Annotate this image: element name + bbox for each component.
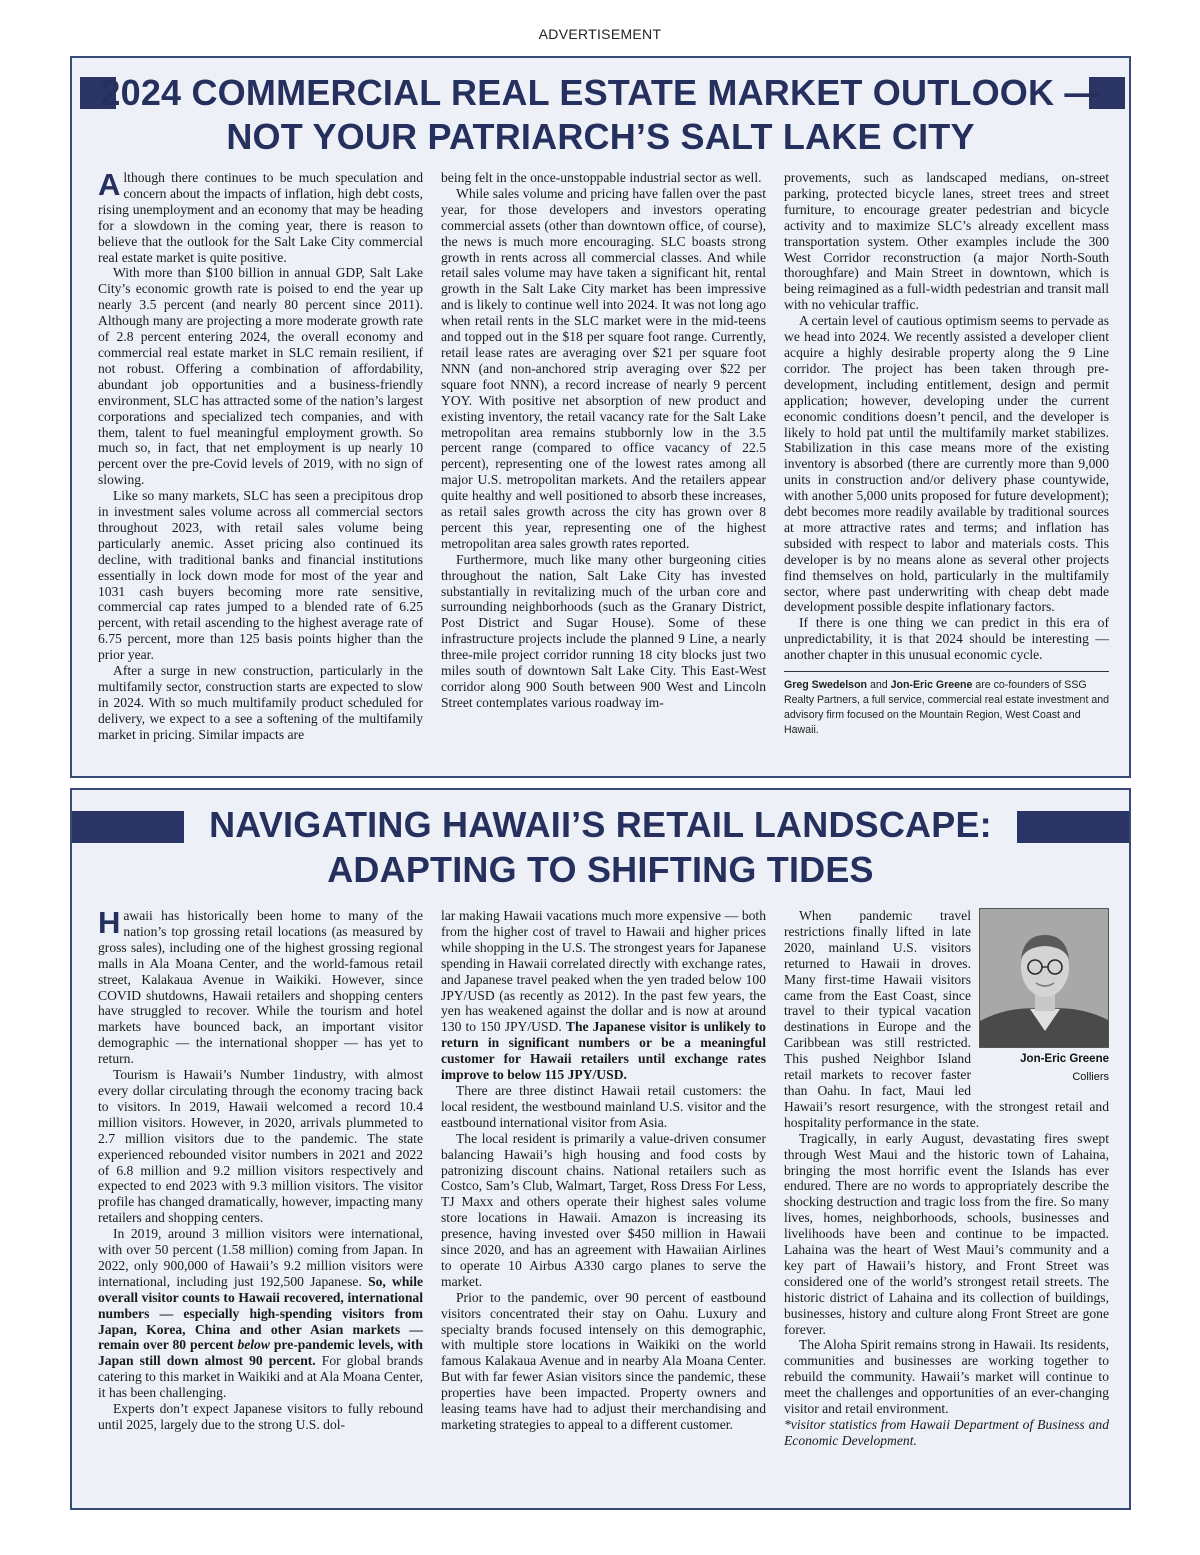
drop-cap: H bbox=[98, 905, 121, 940]
paragraph: Tourism is Hawaii’s Number 1industry, with almost every dollar circulating through the economy tracing back to visitors. In 2019, Hawaii welcomed a record 10.4 million visitors. However, in 2020, arrivals plummeted to 2.7 million visitors due to the pandemic. The state experienced rebounded visitor numbers in 2021 and 2022 of 6.8 million and 9.2 million visitors respectively and expected to end 2023 with 9.3 million visitors. The visitor profile has changed dramatically, however, impacting many retailers and shopping centers. bbox=[98, 1067, 423, 1226]
drop-cap: A bbox=[98, 167, 121, 202]
portrait-image bbox=[980, 909, 1109, 1048]
paragraph: The Aloha Spirit remains strong in Hawaii. Its residents, communities and businesses are working together to rebuild the community. Hawaii’s market will continue to meet the challenges and opportunities of an ever-changing visitor and retail environment. bbox=[784, 1337, 1109, 1417]
paragraph: lar making Hawaii vacations much more expensive — both from the higher cost of travel to Hawaii and higher prices while shopping in the U.S. The strongest years for Japanese spending in Hawaii correlated directly with exchange rates, and Japanese travel peaked when the yen traded below 100 JPY/USD (as recently as 2012). In the past few years, the yen has weakened against the dollar and is now at around 130 to 150 JPY/USD. The Japanese visitor is unlikely to return in significant numbers or be a meaningful customer for Hawaii retailers until exchange rates improve to below 115 JPY/USD. bbox=[441, 908, 766, 1083]
article-salt-lake-city bbox=[70, 56, 1131, 778]
paragraph: With more than $100 billion in annual GDP, Salt Lake City’s economic growth rate is poised to end the year up nearly 3.5 percent (and nearly 80 percent since 2011). Although many are projecting a more moderate growth rate of 2.8 percent entering 2024, the overall economy and commercial real estate market in SLC remain resilient, if not robust. Offering a combination of affordability, abundant job opportunities and a business-friendly environment, SLC has attracted some of the nation’s largest corporations and specialized tech companies, and with them, talent to fuel meaningful employment growth. So much so, in fact, that net employment is up nearly 10 percent over the pre-Covid levels of 2019, with no sign of slowing. bbox=[98, 265, 423, 488]
paragraph: Experts don’t expect Japanese visitors to fully rebound until 2025, largely due to the strong U.S. dol- bbox=[98, 1401, 423, 1432]
article-hawaii-retail bbox=[70, 788, 1131, 1510]
author-photo bbox=[979, 908, 1109, 1048]
article-title-line2: NOT YOUR PATRIARCH’S SALT LAKE CITY bbox=[226, 116, 975, 157]
author-bio: Greg Swedelson and Jon-Eric Greene are co-founders of SSG Realty Partners, a full service, commercial real estate investment and advisory firm focused on the Mountain Region, West Coast and Hawaii. bbox=[784, 679, 1110, 737]
paragraph: Tragically, in early August, devastating fires swept through West Maui and the historic town of Lahaina, bringing the most horrific event the Islands has ever endured. There are no words to appropriately describe the shocking destruction and tragic loss from the fire. So many lives, homes, neighborhoods, schools, businesses and livelihoods have been and continue to be impacted. Lahaina was the heart of West Maui’s community and a key part of Hawaii’s history, and Front Street was considered one of the world’s strongest retail streets. The historic district of Lahaina and its collection of buildings, businesses, history and culture along Front Street are gone forever. bbox=[784, 1130, 1109, 1337]
paragraph: When pandemic travel restrictions finally lifted in late 2020, mainland U.S. visitors returned to Hawaii in droves. Many first-time Hawaii visitors came from the East Coast, since travel to their typical vacation destinations in Europe and the Caribbean was still restricted. This pushed Neighbor Island retail markets to recover faster than Oahu. In fact, Maui led Hawaii’s resort resurgence, with the strongest retail and hospitality performance in the state. bbox=[784, 908, 1109, 1130]
article-column-3 bbox=[784, 908, 1109, 1449]
footnote: *visitor statistics from Hawaii Department of Business and Economic Development. bbox=[784, 1417, 1109, 1448]
paragraph: Although there continues to be much speculation and concern about the impacts of inflation, high debt costs, rising unemployment and an economy that may be heading for a slowdown in the coming year, there is reason to believe that the outlook for the Salt Lake City commercial real estate market is quite positive. bbox=[98, 167, 423, 265]
paragraph: provements, such as landscaped medians, on-street parking, protected bicycle lanes, street trees and street furniture, to encourage greater pedestrian and bicycle activity and to maximize SLC’s already excellent mass transportation system. Other examples include the 300 West Corridor reconstruction (a major North-South thoroughfare) and Main Street in downtown, which is being reimagined as a full-width pedestrian and transit mall with no vehicular traffic. bbox=[784, 170, 1109, 313]
divider bbox=[784, 671, 1109, 672]
article-title-line2: ADAPTING TO SHIFTING TIDES bbox=[327, 849, 874, 890]
photo-caption-name: Jon-Eric Greene bbox=[1020, 1053, 1109, 1065]
paragraph: If there is one thing we can predict in this era of unpredictability, it is that 2024 should be interesting — another chapter in this unusual economic cycle. bbox=[784, 615, 1109, 663]
paragraph: The local resident is primarily a value-driven consumer balancing Hawaii’s high housing and food costs by patronizing discount chains. National retailers such as Costco, Sam’s Club, Walmart, Target, Ross Dress For Less, TJ Maxx and others operate their highest sales volume store locations in Hawaii. Amazon is increasing its presence, having invested over $450 million in Hawaii since 2020, and has an agreement with Hawaiian Airlines to operate 10 Airbus A330 cargo planes to serve the market. bbox=[441, 1130, 766, 1289]
article-column-3 bbox=[784, 170, 1109, 738]
article-column-2 bbox=[441, 908, 766, 1433]
article-column-2 bbox=[441, 170, 766, 711]
photo-caption-company: Colliers bbox=[1072, 1070, 1109, 1083]
advertisement-label: ADVERTISEMENT bbox=[538, 26, 662, 42]
article-title-line1: 2024 COMMERCIAL REAL ESTATE MARKET OUTLOOK — bbox=[100, 72, 1101, 113]
paragraph: A certain level of cautious optimism seems to pervade as we head into 2024. We recently assisted a developer client acquire a highly desirable property along the 9 Line corridor. The project has been taken through pre-development, including entitlement, design and permit application; however, developing under the current economic conditions doesn’t pencil, and the developer is likely to hold pat until the multifamily market stabilizes. Stabilization in this case means more of the existing inventory is absorbed (there are currently more than 9,000 units in construction and/or delivery phase countywide, with another 5,000 units proposed for future development); debt becomes more readily available by traditional sources at more attractive rates and terms; and inflation has subsided with respect to labor and materials costs. This developer is by no means alone as several other projects find themselves on hold, particularly in the multifamily sector, where past underwriting with cheap debt made development possible despite inflationary factors. bbox=[784, 313, 1109, 615]
paragraph: In 2019, around 3 million visitors were international, with over 50 percent (1.58 million) coming from Japan. In 2022, only 900,000 of Hawaii’s 9.2 million visitors were international, including just 192,500 Japanese. So, while overall visitor counts to Hawaii recovered, international numbers — especially high-spending visitors from Japan, Korea, China and other Asian markets — remain over 80 percent below pre-pandemic levels, with Japan still down almost 90 percent. For global brands catering to this market in Waikiki and at Ala Moana Center, it has been challenging. bbox=[98, 1226, 423, 1401]
paragraph: After a surge in new construction, particularly in the multifamily sector, construction starts are expected to slow in 2024. With so much multifamily product scheduled for delivery, we expect to a see a softening of the multifamily market in pricing. Similar impacts are bbox=[98, 663, 423, 742]
paragraph: Hawaii has historically been home to many of the nation’s top grossing retail locations (as measured by gross sales), including one of the highest grossing regional malls in Ala Moana Center, and the world-famous retail street, Kalakaua Avenue in Waikiki. However, since COVID shutdowns, Hawaii retailers and shopping centers have struggled to recover. While the tourism and hotel markets have bounced back, an important visitor demographic — the international shopper — has yet to return. bbox=[98, 905, 423, 1067]
paragraph: being felt in the once-unstoppable industrial sector as well. bbox=[441, 170, 762, 185]
paragraph: Prior to the pandemic, over 90 percent of eastbound visitors concentrated their stay on Oahu. Luxury and specialty brands focused intensely on this demographic, with multiple store locations in Waikiki on the world famous Kalakaua Avenue and in nearby Ala Moana Center. But with far fewer Asian visitors since the pandemic, these properties have been impacted. Property owners and leasing teams have had to adjust their merchandising and marketing strategies to appeal to a different customer. bbox=[441, 1289, 766, 1432]
paragraph: While sales volume and pricing have fallen over the past year, for those developers and investors operating commercial assets (other than downtown office, of course), the news is much more encouraging. SLC boasts strong growth in rents across all commercial classes. And while retail sales volume may have taken a significant hit, rental growth in the Salt Lake City market has been impressive and is likely to continue well into 2024. It was not long ago when retail rents in the SLC market were in the mid-teens and topped out in the $18 per square foot range. Currently, retail lease rates are averaging over $21 per square foot NNN (and non-anchored strip averaging over $22 per square foot NNN), a record increase of nearly 9 percent YOY. With positive net absorption of new product and existing inventory, the retail vacancy rate for the Salt Lake metropolitan area remains stubbornly low in the 3.5 percent range (compared to office vacancy of 22.5 percent), representing one of the lowest rates among all major U.S. metropolitan markets. And the retailers appear quite healthy and well positioned to absorb these increases, as retail sales growth across the city has grown over 8 percent this year, representing one of the highest metropolitan area sales growth rates reported. bbox=[441, 185, 766, 551]
article-column-1 bbox=[98, 167, 423, 743]
article-column-1 bbox=[98, 905, 423, 1433]
paragraph: There are three distinct Hawaii retail customers: the local resident, the westbound mainland U.S. visitor and the eastbound international visitor from Asia. bbox=[441, 1082, 766, 1130]
article-title-line1: NAVIGATING HAWAII’S RETAIL LANDSCAPE: bbox=[209, 804, 992, 845]
paragraph: Like so many markets, SLC has seen a precipitous drop in investment sales volume across all commercial sectors throughout 2023, with retail sales volume being particularly anemic. Asset pricing also continued its decline, with traditional banks and financial institutions essentially in lock down mode for most of the year and 1031 cash buyers becoming more rate sensitive, commercial cap rates jumped to a blended rate of 6.25 percent, with retail ascending to the highest average rate of 6.75 percent, more than 125 basis points higher than the prior year. bbox=[98, 488, 423, 663]
author-photo-block bbox=[979, 908, 1109, 1086]
paragraph: Furthermore, much like many other burgeoning cities throughout the nation, Salt Lake City has invested substantially in revitalizing much of the urban core and surrounding neighborhoods (such as the Granary District, Post District and Sugar House). Some of these infrastructure projects include the planned 9 Line, a nearly three-mile project corridor running 18 city blocks just two miles south of downtown Salt Lake City. This East-West corridor along 900 South between 900 West and Lincoln Street contemplates various roadway im- bbox=[441, 551, 766, 710]
